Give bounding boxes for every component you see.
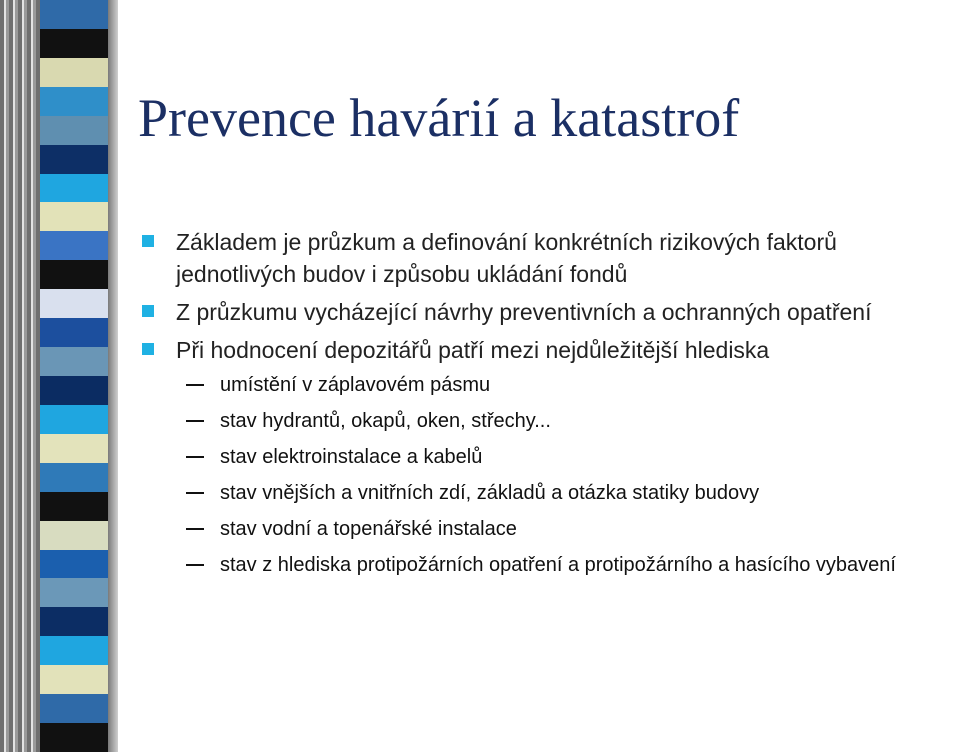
decorative-strip-shadow — [108, 0, 118, 752]
strip-block — [40, 578, 108, 607]
sub-bullet-item — [138, 408, 953, 435]
bullet-list — [138, 226, 953, 588]
sub-bullet-item — [138, 372, 953, 399]
strip-block — [40, 665, 108, 694]
square-bullet-icon — [142, 235, 154, 247]
strip-block — [40, 145, 108, 174]
bullet-text: umístění v záplavovém pásmu — [220, 374, 491, 396]
bullet-text: stav z hlediska protipožárních opatření a protipožárního a hasícího vybavení — [220, 554, 896, 576]
strip-block — [40, 260, 108, 289]
strip-block — [40, 289, 108, 318]
strip-block — [40, 463, 108, 492]
strip-block — [40, 347, 108, 376]
dash-bullet-icon — [186, 564, 204, 566]
slide-title: Prevence havárií a katastrof — [138, 88, 740, 148]
strip-block — [40, 202, 108, 231]
dash-bullet-icon — [186, 384, 204, 386]
bullet-item — [138, 334, 953, 366]
dash-bullet-icon — [186, 420, 204, 422]
strip-block — [40, 550, 108, 579]
strip-block — [40, 29, 108, 58]
dash-bullet-icon — [186, 492, 204, 494]
strip-block — [40, 492, 108, 521]
strip-block — [40, 58, 108, 87]
bullet-text: Při hodnocení depozitářů patří mezi nejdůležitější hlediska — [176, 337, 770, 363]
bullet-text: stav hydrantů, okapů, oken, střechy... — [220, 410, 551, 432]
sub-bullet-item — [138, 516, 953, 543]
square-bullet-icon — [142, 305, 154, 317]
strip-block — [40, 434, 108, 463]
sub-bullet-item — [138, 444, 953, 471]
strip-block — [40, 116, 108, 145]
strip-block — [40, 723, 108, 752]
dash-bullet-icon — [186, 456, 204, 458]
square-bullet-icon — [142, 343, 154, 355]
sub-bullet-item — [138, 552, 953, 579]
bullet-text: Základem je průzkum a definování konkrétních rizikových faktorů jednotlivých budov i způsobu ukládání fondů — [176, 229, 837, 287]
bullet-text: stav vodní a topenářské instalace — [220, 518, 517, 540]
strip-block — [40, 405, 108, 434]
strip-block — [40, 174, 108, 203]
strip-block — [40, 318, 108, 347]
dash-bullet-icon — [186, 528, 204, 530]
bullet-item — [138, 296, 953, 328]
strip-block — [40, 607, 108, 636]
strip-block — [40, 231, 108, 260]
decorative-color-strip — [40, 0, 108, 752]
strip-block — [40, 87, 108, 116]
bullet-item — [138, 226, 953, 290]
bullet-text: Z průzkumu vycházející návrhy preventivních a ochranných opatření — [176, 299, 872, 325]
strip-block — [40, 521, 108, 550]
strip-block — [40, 636, 108, 665]
strip-block — [40, 376, 108, 405]
bullet-text: stav vnějších a vnitřních zdí, základů a otázka statiky budovy — [220, 482, 760, 504]
bullet-text: stav elektroinstalace a kabelů — [220, 446, 483, 468]
sub-bullet-item — [138, 480, 953, 507]
decorative-edge-strip — [0, 0, 40, 752]
strip-block — [40, 694, 108, 723]
strip-block — [40, 0, 108, 29]
